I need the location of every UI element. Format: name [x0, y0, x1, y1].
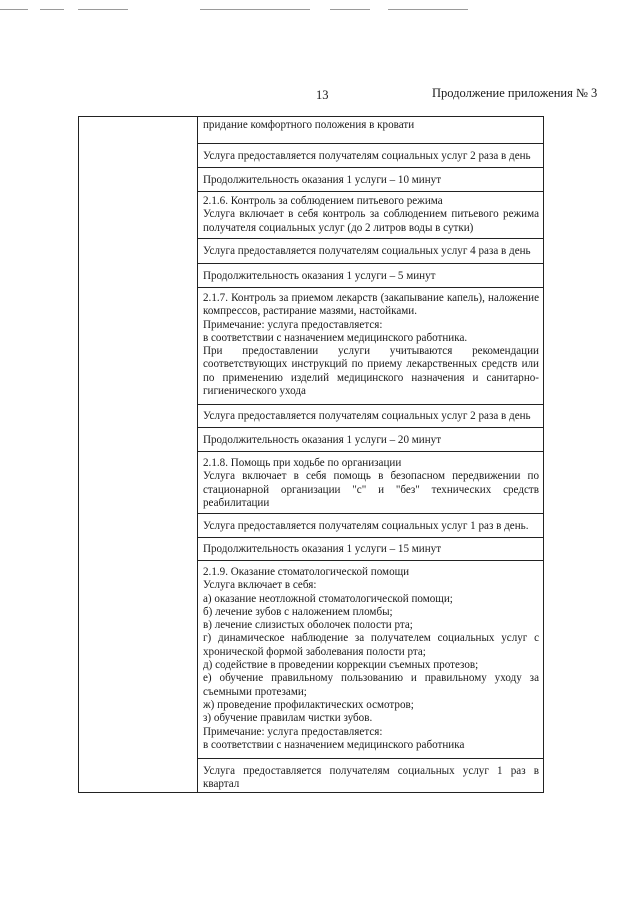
row-text: Услуга предоставляется получателям социальных услуг 4 раза в день: [203, 245, 531, 258]
note-text: в соответствии с назначением медицинского работника.: [203, 331, 468, 344]
list-item: г) динамическое наблюдение за получателем социальных услуг с хронической формой заболевания полости рта;: [203, 632, 539, 658]
table-row: [198, 405, 543, 428]
list-item: д) содействие в проведении коррекции съемных протезов;: [203, 659, 479, 672]
service-heading: 2.1.9. Оказание стоматологической помощи: [203, 566, 410, 578]
table-left-column: [79, 117, 198, 792]
list-item: ж) проведение профилактических осмотров;: [203, 698, 414, 711]
service-description: Услуга включает в себя контроль за соблюдением питьевого режима получателя социальных услуг (до 2 литров воды в сутки): [203, 208, 539, 234]
row-text: Продолжительность оказания 1 услуги – 20 минут: [203, 433, 442, 446]
table-row: [198, 514, 543, 538]
table-row: [198, 144, 543, 168]
scan-edge-mark: [330, 9, 370, 10]
table-row: [198, 168, 543, 192]
note-label: Примечание: услуга предоставляется:: [203, 318, 383, 331]
list-item: в) лечение слизистых оболочек полости рта;: [203, 619, 413, 632]
table-row: [198, 117, 543, 144]
row-text: Продолжительность оказания 1 услуги – 5 минут: [203, 269, 436, 282]
table-row: [198, 561, 543, 759]
list-item: а) оказание неотложной стоматологической помощи;: [203, 592, 453, 605]
appendix-continuation-note: Продолжение приложения № 3: [432, 86, 598, 100]
table-row: [198, 452, 543, 514]
service-heading: 2.1.8. Помощь при ходьбе по организации: [203, 457, 402, 469]
scan-edge-mark: [78, 9, 128, 10]
list-item: б) лечение зубов с наложением пломбы;: [203, 605, 393, 618]
row-text: Продолжительность оказания 1 услуги – 15 минут: [203, 543, 442, 556]
note-text: в соответствии с назначением медицинского работника: [203, 738, 465, 751]
scan-edge-mark: [388, 9, 468, 10]
row-text: придание комфортного положения в кровати: [203, 119, 415, 131]
service-heading: 2.1.6. Контроль за соблюдением питьевого режима: [203, 195, 443, 207]
scan-edge-mark: [40, 9, 64, 10]
table-row: [198, 288, 543, 405]
list-intro: Услуга включает в себя:: [203, 579, 317, 592]
table-row: [198, 264, 543, 288]
service-description: Услуга включает в себя помощь в безопасном передвижении по стационарной организации "с" и "без" технических средств реабилитации: [203, 470, 539, 509]
scan-edge-mark: [200, 9, 310, 10]
table-row: [198, 239, 543, 264]
row-text: Услуга предоставляется получателям социальных услуг 1 раз в квартал: [203, 765, 539, 791]
table-row: [198, 428, 543, 452]
services-table: [78, 116, 544, 793]
scan-edge-mark: [0, 9, 28, 10]
service-heading: 2.1.7. Контроль за приемом лекарств (закапывание капель), наложение компрессов, растирание мазями, настойками.: [203, 292, 539, 318]
note-label: Примечание: услуга предоставляется:: [203, 725, 383, 738]
table-row: [198, 538, 543, 561]
table-row: [198, 759, 543, 794]
list-item: е) обучение правильному пользованию и правильному уходу за съемными протезами;: [203, 672, 539, 698]
row-text: Услуга предоставляется получателям социальных услуг 2 раза в день: [203, 149, 531, 162]
service-description: При предоставлении услуги учитываются рекомендации соответствующих инструкций по приему лекарственных средств или по применению изделий медицинского назначения и санитарно-гигиенического ухода: [203, 345, 539, 398]
row-text: Услуга предоставляется получателям социальных услуг 2 раза в день: [203, 410, 531, 423]
row-text: Продолжительность оказания 1 услуги – 10 минут: [203, 173, 442, 186]
page-number: 13: [316, 88, 329, 102]
list-item: з) обучение правилам чистки зубов.: [203, 712, 373, 725]
row-text: Услуга предоставляется получателям социальных услуг 1 раз в день.: [203, 519, 529, 532]
table-row: [198, 192, 543, 239]
